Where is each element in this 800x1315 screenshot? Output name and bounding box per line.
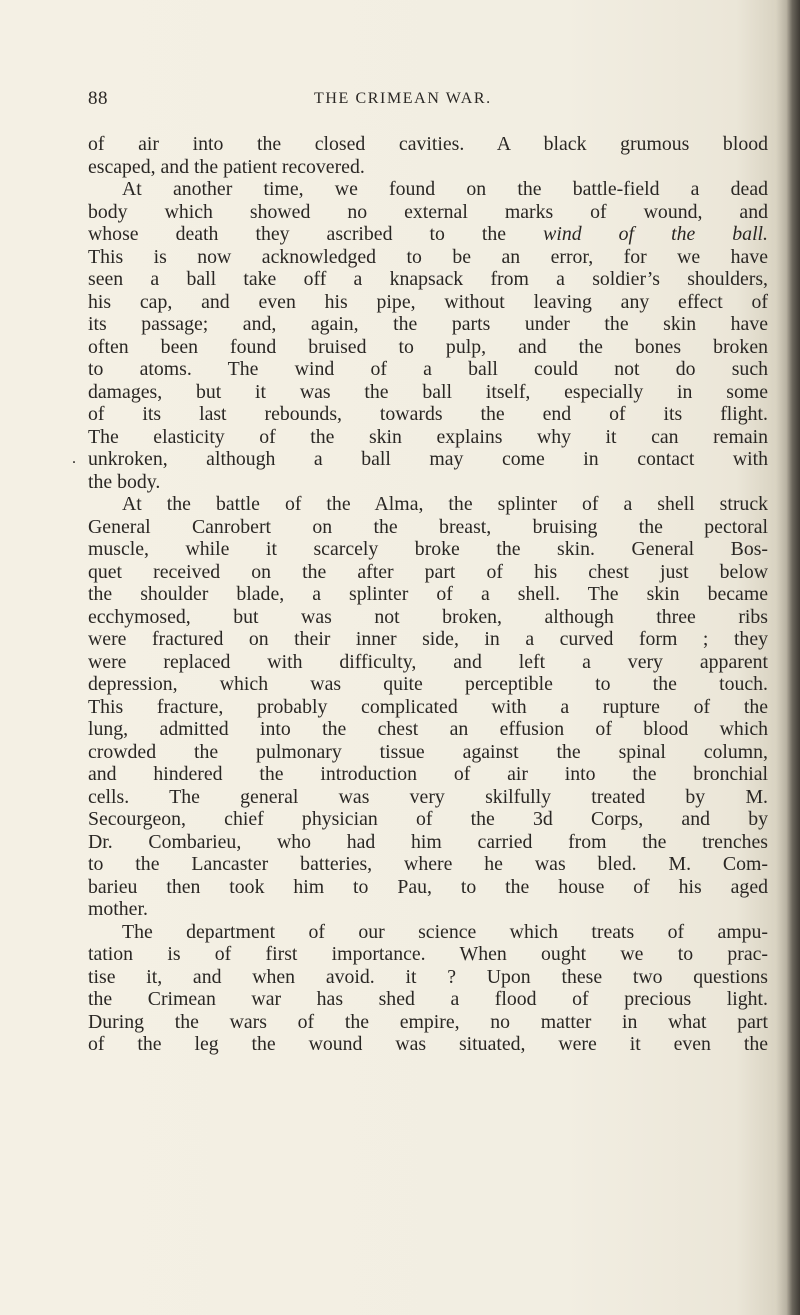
text-line: seen a ball take off a knapsack from a soldier’s shoulders, (88, 268, 768, 290)
text-line: its passage; and, again, the parts under the skin have (88, 313, 768, 335)
text-line: often been found bruised to pulp, and the bones broken (88, 335, 768, 358)
text-line: to atoms. The wind of a ball could not do such (88, 358, 768, 380)
body-text (72, 133, 768, 1056)
text-line: At another time, we found on the battle-field a dead (122, 178, 768, 200)
margin-mark: . (72, 450, 76, 467)
text-line: to the Lancaster batteries, where he was bled. M. Com- (88, 853, 768, 875)
text-line: of the leg the wound was situated, were it even the (88, 1033, 768, 1055)
text-line: his cap, and even his pipe, without leaving any effect of (88, 290, 768, 313)
text-line: damages, but it was the ball itself, especially in some (88, 380, 768, 403)
text-line: The elasticity of the skin explains why it can remain (88, 425, 768, 448)
text-line: were replaced with difficulty, and left a very apparent (88, 650, 768, 673)
text-line: This is now acknowledged to be an error, for we have (88, 245, 768, 268)
text-line: the shoulder blade, a splinter of a shell. The skin became (88, 583, 768, 605)
text-line: mother. (88, 898, 148, 920)
text-run: whose death they ascribed to the (88, 223, 544, 245)
italic-phrase: wind of the ball. (543, 223, 768, 245)
text-line: cells. The general was very skilfully treated by M. (88, 785, 768, 808)
text-line: lung, admitted into the chest an effusion of blood which (88, 718, 768, 740)
text-line: tation is of first importance. When ought we to prac- (88, 943, 768, 965)
running-head: THE CRIMEAN WAR. (314, 90, 492, 107)
text-line: of its last rebounds, towards the end of its flight. (88, 403, 768, 425)
text-line: ecchymosed, but was not broken, although three ribs (88, 605, 768, 628)
text-line: escaped, and the patient recovered. (88, 155, 365, 178)
text-line: barieu then took him to Pau, to the house of his aged (88, 875, 768, 898)
text-line: The department of our science which treats of ampu- (122, 920, 768, 943)
text-line: the body. (88, 470, 161, 493)
text-line: of air into the closed cavities. A black grumous blood (88, 133, 768, 155)
text-line: Dr. Combarieu, who had him carried from the trenches (88, 830, 768, 853)
text-line: tise it, and when avoid. it ? Upon these two questions (88, 965, 768, 988)
text-line: the Crimean war has shed a flood of precious light. (88, 988, 768, 1010)
text-line: This fracture, probably complicated with a rupture of the (88, 695, 768, 718)
text-line: were fractured on their inner side, in a curved form ; they (88, 628, 768, 650)
text-line: During the wars of the empire, no matter in what part (88, 1010, 768, 1033)
text-line: crowded the pulmonary tissue against the spinal column, (88, 740, 768, 763)
text-line (72, 448, 768, 471)
text-line: General Canrobert on the breast, bruising the pectoral (88, 515, 768, 538)
text-line: and hindered the introduction of air into the bronchial (88, 763, 768, 785)
text-line: muscle, while it scarcely broke the skin. General Bos- (88, 538, 768, 560)
text-line (88, 223, 768, 246)
page-binding-edge (786, 0, 800, 1315)
text-line: At the battle of the Alma, the splinter of a shell struck (122, 493, 768, 515)
text-line: body which showed no external marks of wound, and (88, 200, 768, 223)
text-run: unkroken, although a ball may come in contact with (88, 448, 768, 470)
text-line: Secourgeon, chief physician of the 3d Corps, and by (88, 808, 768, 830)
page-header (88, 88, 724, 114)
text-line: quet received on the after part of his chest just below (88, 560, 768, 583)
text-line: depression, which was quite perceptible to the touch. (88, 673, 768, 695)
page-number: 88 (88, 88, 108, 109)
